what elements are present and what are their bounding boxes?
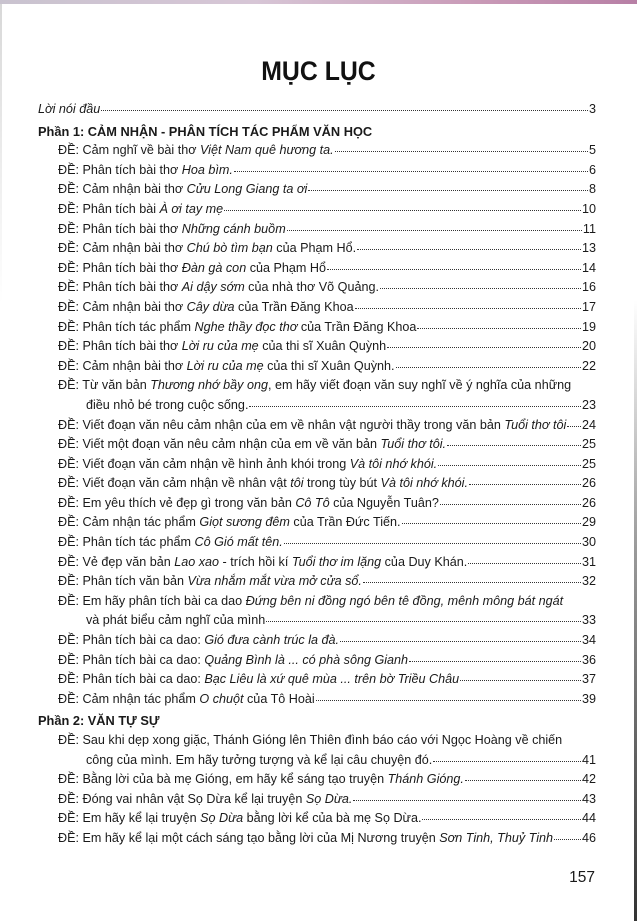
entry-prefix: ĐỀ: [58,535,79,550]
entry-work-title: Ai dậy sớm [181,280,245,295]
entry-label [58,572,362,592]
entry-page: 16 [581,280,596,295]
entry-label [58,141,334,161]
entry-text: Bằng lời của bà mẹ Gióng, em hãy kể sáng tạo truyện [79,772,388,787]
entry-page: 37 [581,672,596,687]
entry-work-title: Chú bò tìm bạn [186,241,273,256]
entry-work-title: À ơi tay mẹ [159,201,224,216]
entry-text: Cảm nhận bài thơ [79,241,187,256]
entry-label [58,220,286,240]
toc-entry[interactable] [38,200,596,220]
entry-work-title: Tuổi thơ tôi [504,417,567,432]
entry-text: của Trần Đăng Khoa [297,319,417,334]
entry-text: Cảm nhận bài thơ [79,299,187,314]
entry-prefix: ĐỀ: [58,437,79,452]
entry-label [58,631,339,651]
entry-prefix: ĐỀ: [58,495,79,510]
entry-text: Phân tích bài thơ [79,339,182,354]
entry-work-title: Và tôi nhớ khói. [349,456,438,471]
entry-text: và phát biểu cảm nghĩ của mình [86,613,266,628]
dot-leader [357,249,581,250]
dot-leader [567,426,581,427]
part-heading: Phần 1: CẢM NHẬN - PHÂN TÍCH TÁC PHẨM VĂN HỌC [38,123,373,139]
entry-page: 25 [581,456,596,471]
entry-text: của thi sĩ Xuân Quỳnh [258,339,387,354]
entry-prefix: ĐỀ: [58,456,79,471]
page-top-edge [0,0,637,4]
dot-leader [438,465,581,466]
entry-text: Em yêu thích vẻ đẹp gì trong văn bản [79,495,296,510]
entry-work-title: Vừa nhắm mắt vừa mở cửa sổ. [187,574,362,589]
entry-label [58,337,386,357]
entry-label [58,494,439,514]
toc-entry[interactable] [38,141,596,161]
toc-entry-continuation[interactable] [38,396,596,416]
dot-leader [340,641,581,642]
entry-page: 39 [581,691,596,706]
dot-leader [234,171,588,172]
entry-work-title: Cây dừa [186,299,235,314]
entry-text: của Trần Đăng Khoa [234,299,354,314]
entry-label [58,670,459,690]
dot-leader [308,190,588,191]
entry-label [58,180,307,200]
toc-entry[interactable] [38,651,596,671]
entry-text: Phân tích bài thơ [79,162,182,177]
entry-page: 26 [581,495,596,510]
entry-prefix: ĐỀ: [58,260,79,275]
entry-prefix: ĐỀ: [58,791,79,806]
preface-label: Lời nói đầu [38,102,101,116]
entry-work-title: Thánh Gióng. [387,772,464,787]
toc-entry[interactable] [38,572,596,592]
entry-page: 10 [581,201,596,216]
entry-label [58,651,408,671]
toc-entry[interactable] [38,474,596,494]
entry-text: Em hãy kể lại truyện [79,811,201,826]
entry-page: 11 [582,221,596,236]
entry-work-title: Hoa bìm. [181,162,233,177]
toc-entry[interactable] [38,435,596,455]
entry-page: 30 [581,535,596,550]
page-title: MỤC LỤC [261,56,376,86]
entry-label [58,259,326,279]
entry-prefix: ĐỀ: [58,221,79,236]
entry-work-title: Cửu Long Giang ta ơi [186,182,308,197]
entry-prefix: ĐỀ: [58,201,79,216]
toc-entry[interactable] [38,513,596,533]
entry-page: 5 [588,143,596,158]
entry-work-title: Cô Gió mất tên. [194,535,283,550]
entry-page: 8 [588,182,596,197]
entry-label [58,357,395,377]
entry-page: 36 [581,652,596,667]
entry-label [58,770,464,790]
entry-text: Phân tích bài thơ [79,260,182,275]
dot-leader [417,328,581,329]
entry-label [58,318,416,338]
entry-prefix: ĐỀ: [58,280,79,295]
entry-page: 24 [581,417,596,432]
entry-text: Cảm nghĩ về bài thơ [79,143,200,158]
dot-leader [396,367,581,368]
toc-entry[interactable] [38,809,596,829]
entry-label [58,239,356,259]
toc-entry[interactable] [38,298,596,318]
dot-leader [387,347,581,348]
entry-text: Viết đoạn văn nêu cảm nhận của em về nhân vật người thầy trong văn bản [79,417,505,432]
toc-entry[interactable] [38,592,596,612]
entry-work-title: Bạc Liêu là xứ quê mùa ... trên bờ Triều Châu [204,672,460,687]
entry-page: 17 [581,299,596,314]
preface-page: 3 [588,102,596,116]
entry-prefix: ĐỀ: [58,672,79,687]
entry-text: của Phạm Hổ. [272,241,357,256]
entry-text: Phân tích bài ca dao: [79,633,205,648]
entry-text: điều nhỏ bé trong cuộc sống. [86,397,249,412]
entry-label [58,161,233,181]
dot-leader [353,800,581,801]
toc-entry[interactable] [38,220,596,240]
dot-leader [335,151,588,152]
toc-entry-continuation[interactable] [38,751,596,771]
toc-entry[interactable] [38,770,596,790]
page-number: 157 [569,869,595,886]
toc-entry[interactable] [38,278,596,298]
entry-label [58,809,421,829]
dot-leader [284,543,581,544]
entry-text: của Phạm Hổ [246,260,327,275]
entry-text: của Trần Đức Tiến. [289,515,401,530]
entry-work-title: Tuổi thơ im lặng [291,554,382,569]
entry-page: 25 [581,437,596,452]
entry-label [58,553,467,573]
entry-prefix: ĐỀ: [58,830,79,845]
entry-page: 22 [581,358,596,373]
part-heading: Phần 2: VĂN TỰ SỰ [38,713,160,729]
entry-text: Em hãy kể lại một cách sáng tạo bằng lời của Mị Nương truyện [79,830,440,845]
entry-work-title: Lời ru của mẹ [181,339,259,354]
toc-entry[interactable] [38,337,596,357]
entry-prefix: ĐỀ: [58,417,79,432]
entry-text: của Nguyễn Tuân? [329,495,439,510]
entry-text: Phân tích tác phẩm [79,319,195,334]
dot-leader [316,700,581,701]
entry-label [58,790,352,810]
entry-text: Phân tích tác phẩm [79,535,195,550]
entry-page: 14 [581,260,596,275]
toc-entry[interactable] [38,631,596,651]
entry-page: 29 [581,515,596,530]
entry-label [58,200,223,220]
entry-prefix: ĐỀ: [58,593,79,608]
entry-work-title: Tuổi thơ tôi. [380,437,446,452]
entry-text: Cảm nhận tác phẩm [79,515,200,530]
entry-label [58,513,401,533]
toc-entry-continuation[interactable] [38,611,596,631]
entry-text: Viết đoạn văn cảm nhận về hình ảnh khói trong [79,456,350,471]
entry-text: Viết một đoạn văn nêu cảm nhận của em về văn bản [79,437,381,452]
entry-text: Phân tích bài thơ [79,221,182,236]
entry-page: 34 [581,633,596,648]
entry-prefix: ĐỀ: [58,162,79,177]
dot-leader [402,523,581,524]
toc-entry[interactable] [38,533,596,553]
entry-prefix: ĐỀ: [58,143,79,158]
toc-entry[interactable] [38,829,596,849]
entry-text: bằng lời kể của bà mẹ Sọ Dừa. [243,811,422,826]
entry-work-title: Việt Nam quê hương ta. [199,143,334,158]
entry-label [58,533,283,553]
entry-prefix: ĐỀ: [58,515,79,530]
entry-prefix: ĐỀ: [58,691,79,706]
dot-leader [363,582,581,583]
entry-work-title: Gió đưa cành trúc la đà. [204,633,340,648]
dot-leader [287,230,582,231]
entry-work-title: O chuột [199,691,244,706]
entry-text: Phân tích văn bản [79,574,188,589]
entry-label [58,690,315,710]
entry-text: Vẻ đẹp văn bản [79,554,175,569]
entry-label [58,435,446,455]
toc-entry[interactable] [38,239,596,259]
entry-prefix: ĐỀ: [58,633,79,648]
entry-text: Phân tích bài ca dao: [79,672,205,687]
entry-page: 26 [581,476,596,491]
dot-leader [447,445,581,446]
dot-leader [440,504,581,505]
toc-entry[interactable] [38,731,596,751]
entry-work-title: Đàn gà con [181,260,247,275]
dot-leader [249,406,581,407]
entry-label [58,298,354,318]
entry-prefix: ĐỀ: [58,733,79,747]
dot-leader [465,780,581,781]
entry-prefix: ĐỀ: [58,378,79,393]
entry-text: của Tô Hoài [243,691,315,706]
toc-entry[interactable] [38,790,596,810]
entry-page: 42 [581,772,596,787]
entry-label [58,829,553,849]
entry-prefix: ĐỀ: [58,652,79,667]
dot-leader [468,563,581,564]
entry-text: của thi sĩ Xuân Quỳnh. [263,358,395,373]
entry-text: , em hãy viết đoạn văn suy nghĩ về ý nghĩa của những [267,378,572,393]
entry-work-title: Những cánh buồm [181,221,286,236]
toc-entry[interactable] [38,259,596,279]
entry-prefix: ĐỀ: [58,319,79,334]
dot-leader [422,819,581,820]
entry-text: Viết đoạn văn cảm nhận về nhân vật [79,476,291,491]
entry-work-title: Sọ Dừa. [305,791,353,806]
dot-leader [433,761,581,762]
entry-page: 13 [581,241,596,256]
entry-text: Phân tích bài ca dao: [79,652,205,667]
dot-leader [266,621,581,622]
entry-work-title: Thương nhớ bầy ong [150,378,268,393]
toc-entry[interactable] [38,376,596,396]
toc-entry[interactable] [38,553,596,573]
entry-page: 23 [581,397,596,412]
dot-leader [554,839,581,840]
dot-leader [355,308,581,309]
entry-text: của nhà thơ Võ Quảng. [244,280,379,295]
entry-text: của Duy Khán. [381,554,468,569]
entry-work-title: Đứng bên ni đồng ngó bên tê đồng, mênh mông bát ngát [245,593,564,608]
toc-entry[interactable] [38,455,596,475]
entry-work-title: Nghe thầy đọc thơ [194,319,298,334]
toc-preface[interactable] [38,100,596,120]
dot-leader [224,210,581,211]
entry-work-title: Sơn Tinh, Thuỷ Tinh [439,830,554,845]
entry-prefix: ĐỀ: [58,574,79,589]
entry-prefix: ĐỀ: [58,358,79,373]
entry-text: Từ văn bản [79,378,151,393]
entry-text: Cảm nhận tác phẩm [79,691,200,706]
toc-entry[interactable] [38,416,596,436]
dot-leader [409,661,581,662]
entry-page: 20 [581,339,596,354]
entry-work-title: Quảng Bình là ... có phà sông Gianh [204,652,409,667]
entry-text: Em hãy phân tích bài ca dao [79,593,246,608]
entry-prefix: ĐỀ: [58,554,79,569]
toc-entry[interactable] [38,180,596,200]
entry-page: 44 [581,811,596,826]
entry-prefix: ĐỀ: [58,339,79,354]
dot-leader [460,680,581,681]
entry-prefix: ĐỀ: [58,811,79,826]
entry-text: Cảm nhận bài thơ [79,358,187,373]
entry-label [58,416,566,436]
dot-leader [380,288,581,289]
table-of-contents [38,100,596,849]
entry-text: trong tùy bút [303,476,381,491]
entry-text: công của mình. Em hãy tưởng tượng và kể lại câu chuyện đó. [86,752,433,767]
entry-work-title: Và tôi nhớ khói. [380,476,468,491]
entry-work-title: Lời ru của mẹ [186,358,264,373]
entry-work-title: tôi [290,476,304,491]
entry-prefix: ĐỀ: [58,182,79,197]
toc-entry[interactable] [38,690,596,710]
entry-work-title: Cô Tô [295,495,330,510]
entry-page: 41 [581,752,596,767]
entry-prefix: ĐỀ: [58,299,79,314]
toc-entry[interactable] [38,670,596,690]
entry-page: 19 [581,319,596,334]
entry-page: 32 [581,574,596,589]
dot-leader [327,269,581,270]
dot-leader [101,110,588,111]
entry-page: 31 [581,554,596,569]
entry-label [58,455,437,475]
entry-text: Phân tích bài thơ [79,280,182,295]
entry-work-title: Lao xao [174,554,220,569]
toc-entry[interactable] [38,161,596,181]
toc-entry[interactable] [38,318,596,338]
entry-prefix: ĐỀ: [58,476,79,491]
entry-label [58,278,379,298]
entry-text: Phân tích bài [79,201,160,216]
entry-text: Đóng vai nhân vật Sọ Dừa kể lại truyện [79,791,306,806]
entry-page: 33 [581,613,596,628]
page-left-shadow [0,4,2,304]
entry-text: Cảm nhận bài thơ [79,182,187,197]
toc-entry[interactable] [38,357,596,377]
entry-work-title: Giọt sương đêm [199,515,290,530]
entry-work-title: Sọ Dừa [200,811,244,826]
entry-prefix: ĐỀ: [58,241,79,256]
entry-text: Sau khi dẹp xong giặc, Thánh Gióng lên Thiên đình báo cáo với Ngọc Hoàng về chiến [79,733,563,747]
entry-text: - trích hồi kí [219,554,292,569]
entry-label [58,474,468,494]
entry-prefix: ĐỀ: [58,772,79,787]
entry-page: 43 [581,791,596,806]
entry-page: 46 [581,830,596,845]
entry-page: 6 [588,162,596,177]
dot-leader [469,484,581,485]
toc-entry[interactable] [38,494,596,514]
